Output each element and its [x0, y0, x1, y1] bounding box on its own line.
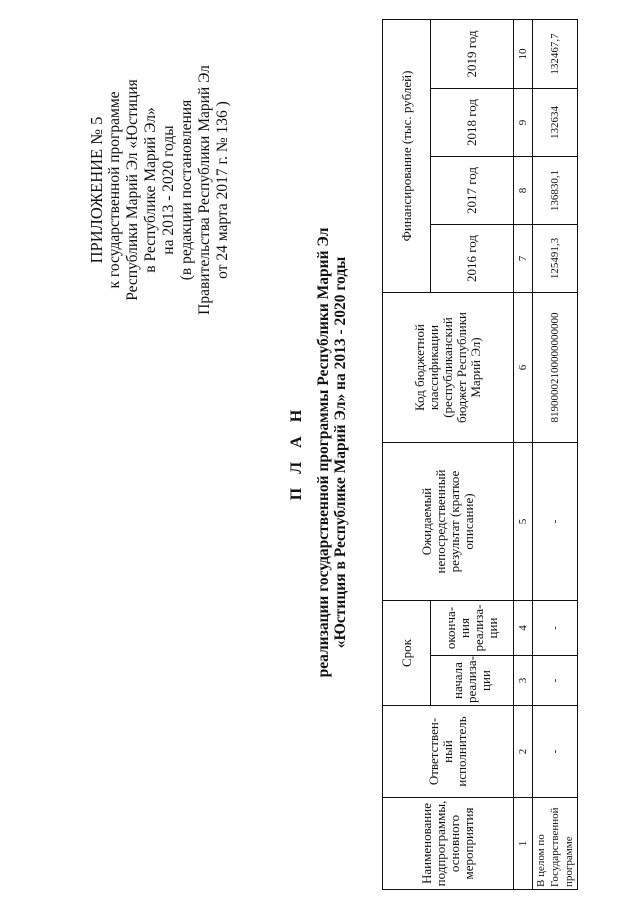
appendix-line: (в редакции постановления	[178, 99, 195, 281]
column-number: 1	[514, 798, 533, 890]
column-number: 5	[514, 443, 533, 601]
total-budget-code: 81900002100000000000	[533, 293, 578, 443]
column-number: 4	[514, 601, 533, 656]
header-year-2016: 2016 год	[431, 225, 514, 293]
subtitle-line: «Юстиция в Республике Марий Эл» на 2013 - 2020 годы	[332, 256, 349, 649]
total-2016: 125491,3	[533, 225, 578, 293]
total-2019: 132467,7	[533, 19, 578, 88]
column-number: 10	[514, 19, 533, 88]
appendix-line: Правительства Республики Марий Эл	[196, 65, 213, 315]
column-number-row	[514, 19, 533, 889]
plan-table	[382, 19, 578, 890]
total-term-start: -	[533, 656, 578, 706]
total-name: В целом по Государственной программе	[533, 798, 578, 890]
column-number: 8	[514, 157, 533, 225]
header-financing: Финансирование (тыс. рублей)	[383, 19, 431, 292]
header-year-2018: 2018 год	[431, 89, 514, 157]
header-result: Ожидаемый непосредственный результат (краткое описание)	[383, 443, 514, 601]
column-number: 7	[514, 225, 533, 293]
header-term-start: начала реализа-ции	[431, 656, 514, 706]
header-executor: Ответствен-ный исполнитель	[383, 706, 514, 798]
column-number: 2	[514, 706, 533, 798]
appendix-line: Республики Марий Эл «Юстиция	[124, 79, 141, 301]
column-number: 3	[514, 656, 533, 706]
appendix-block	[88, 30, 232, 350]
column-number: 6	[514, 293, 533, 443]
plan-title: П Л А Н	[288, 404, 305, 501]
total-result: -	[533, 443, 578, 601]
appendix-heading: ПРИЛОЖЕНИЕ № 5	[87, 116, 106, 264]
plan-subtitle	[315, 0, 349, 905]
header-budget-code: Код бюджетной классификации (республиканский бюджет Республики Марий Эл)	[383, 293, 514, 443]
total-term-end: -	[533, 601, 578, 656]
column-number: 9	[514, 89, 533, 157]
subtitle-line: реализации государственной программы Республики Марий Эл	[315, 227, 332, 678]
header-term: Срок	[383, 601, 431, 706]
appendix-line: к государственной программе	[106, 91, 123, 289]
total-executor: -	[533, 706, 578, 798]
header-year-2019: 2019 год	[431, 19, 514, 88]
appendix-line: в Республике Марий Эл»	[142, 107, 159, 273]
header-name: Наименование подпрограммы, основного мероприятия	[383, 798, 514, 890]
total-2018: 132634	[533, 89, 578, 157]
table-row-total	[533, 19, 578, 889]
total-2017: 136830,1	[533, 157, 578, 225]
appendix-line: на 2013 - 2020 годы	[160, 125, 177, 255]
appendix-line: от 24 марта 2017 г. № 136 )	[214, 101, 231, 279]
header-term-end: оконча-ния реализа-ции	[431, 601, 514, 656]
header-year-2017: 2017 год	[431, 157, 514, 225]
